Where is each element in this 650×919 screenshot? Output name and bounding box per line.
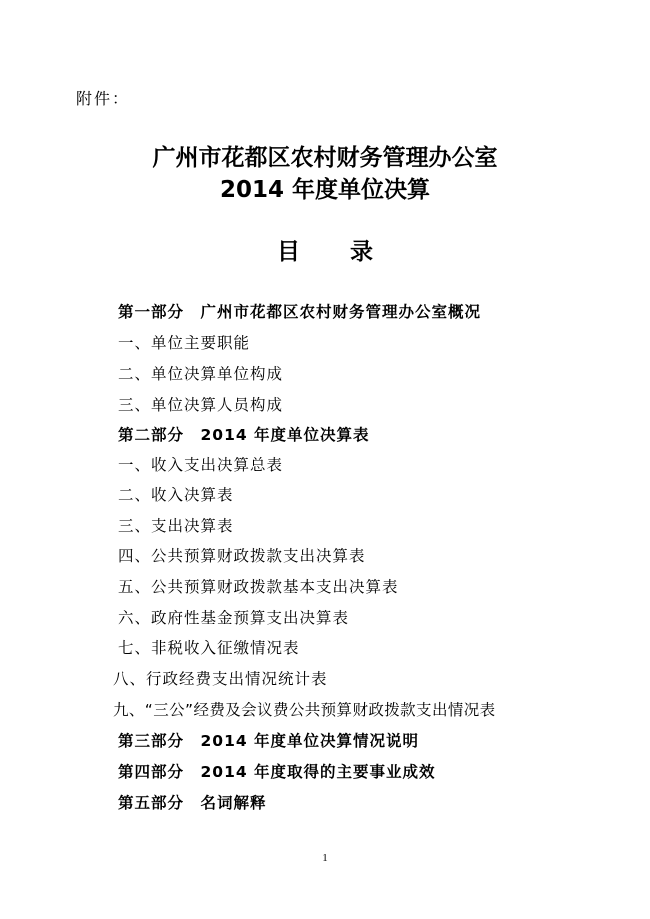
page-number: 1 [322,852,328,864]
toc-part-1: 第一部分 广州市花都区农村财务管理办公室概况 [118,303,482,321]
toc-item: 三、单位决算人员构成 [118,396,284,414]
toc-item: 五、公共预算财政拨款基本支出决算表 [118,578,399,596]
document-title-line-1: 广州市花都区农村财务管理办公室 [152,145,498,171]
toc-item: 二、单位决算单位构成 [118,365,284,383]
toc-heading-char-1: 目 [277,239,300,265]
toc-part-5: 第五部分 名词解释 [118,794,267,812]
toc-heading-char-2: 录 [350,239,373,265]
toc-item: 一、单位主要职能 [118,334,251,352]
toc-item: 六、政府性基金预算支出决算表 [118,609,350,627]
toc-part-3: 第三部分 2014 年度单位决算情况说明 [118,732,420,750]
toc-part-4: 第四部分 2014 年度取得的主要事业成效 [118,763,436,781]
toc-part-2: 第二部分 2014 年度单位决算表 [118,426,370,444]
toc-item: 九、“三公”经费及会议费公共预算财政拨款支出情况表 [113,701,496,719]
toc-item: 一、收入支出决算总表 [118,456,284,474]
toc-item: 四、公共预算财政拨款支出决算表 [118,547,366,565]
attachment-label: 附件： [76,89,131,108]
toc-item: 八、行政经费支出情况统计表 [113,670,328,688]
document-title-line-2: 2014 年度单位决算 [219,177,431,203]
toc-item: 二、收入决算表 [118,486,234,504]
toc-item: 三、支出决算表 [118,517,234,535]
toc-item: 七、非税收入征缴情况表 [118,639,300,657]
